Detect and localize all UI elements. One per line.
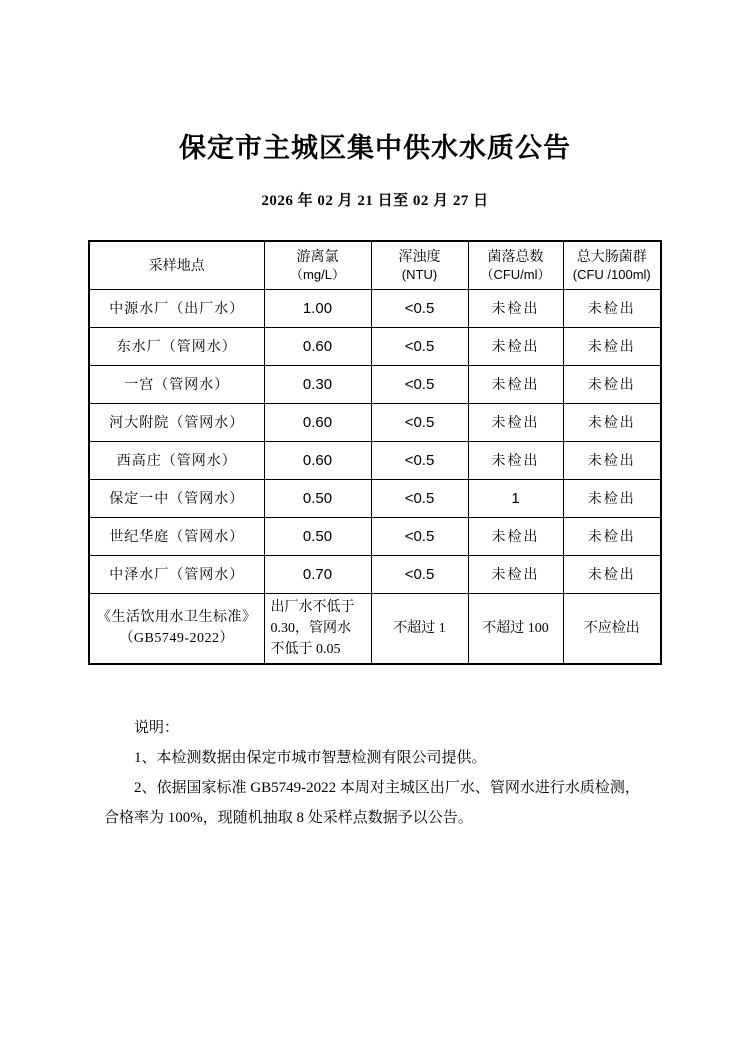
colony-count-cell: 1 [468, 479, 563, 517]
table-row [89, 479, 661, 517]
sample-site-cell: 一宫（管网水） [89, 365, 264, 403]
date-range: 2026 年 02 月 21 日至 02 月 27 日 [261, 193, 489, 209]
column-name: 采样地点 [148, 256, 205, 273]
standard-label-line2: （GB5749-2022） [119, 631, 235, 646]
free-chlorine-cell: 0.60 [264, 327, 371, 365]
column-header-1 [264, 241, 371, 289]
colony-count-cell: 未检出 [468, 441, 563, 479]
table-row [89, 289, 661, 327]
standard-label-line1: 《生活饮用水卫生标准》 [97, 610, 257, 625]
column-name: 游离氯 [296, 248, 339, 265]
water-quality-table [88, 240, 662, 665]
turbidity-cell: <0.5 [371, 289, 468, 327]
column-unit: （CFU/ml） [480, 266, 551, 282]
colony-count-cell: 未检出 [468, 555, 563, 593]
table-head [89, 241, 661, 289]
free-chlorine-cell: 0.50 [264, 479, 371, 517]
coliform-cell: 未检出 [563, 479, 661, 517]
table-row [89, 441, 661, 479]
notes-heading: 说明： [134, 719, 180, 736]
note-item: 1、本检测数据由保定市城市智慧检测有限公司提供。 [134, 749, 487, 766]
sample-site-cell: 保定一中（管网水） [89, 479, 264, 517]
column-name: 浑浊度 [398, 248, 441, 265]
turbidity-cell: <0.5 [371, 479, 468, 517]
coliform-cell: 未检出 [563, 289, 661, 327]
free-chlorine-cell: 0.30 [264, 365, 371, 403]
sample-site-cell: 中源水厂（出厂水） [89, 289, 264, 327]
turbidity-cell: <0.5 [371, 365, 468, 403]
turbidity-cell: <0.5 [371, 441, 468, 479]
turbidity-cell: <0.5 [371, 555, 468, 593]
turbidity-cell: <0.5 [371, 403, 468, 441]
column-header-2 [371, 241, 468, 289]
table-row [89, 327, 661, 365]
free-chlorine-cell: 0.60 [264, 403, 371, 441]
colony-count-limit-cell: 不超过 100 [468, 593, 563, 664]
column-name: 总大肠菌群 [576, 248, 647, 265]
page-title: 保定市主城区集中供水水质公告 [179, 133, 571, 163]
turbidity-limit-cell: 不超过 1 [371, 593, 468, 664]
column-header-3 [468, 241, 563, 289]
standard-row [89, 593, 661, 664]
table-header-row [89, 241, 661, 289]
note-item: 2、依据国家标准 GB5749-2022 本周对主城区出厂水、管网水进行水质检测，合格率为 100%，现随机抽取 8 处采样点数据予以公告。 [104, 779, 640, 826]
column-unit: (CFU /100ml) [572, 266, 651, 282]
table-row [89, 555, 661, 593]
colony-count-cell: 未检出 [468, 289, 563, 327]
column-unit: （mg/L） [290, 266, 345, 282]
colony-count-cell: 未检出 [468, 327, 563, 365]
sample-site-cell: 中泽水厂（管网水） [89, 555, 264, 593]
sample-site-cell: 河大附院（管网水） [89, 403, 264, 441]
standard-label-cell [89, 593, 264, 664]
coliform-cell: 未检出 [563, 555, 661, 593]
free-chlorine-cell: 0.60 [264, 441, 371, 479]
free-chlorine-limit-cell: 出厂水不低于 0.30，管网水不低于 0.05 [264, 593, 371, 664]
coliform-cell: 未检出 [563, 327, 661, 365]
sample-site-cell: 西高庄（管网水） [89, 441, 264, 479]
colony-count-cell: 未检出 [468, 517, 563, 555]
coliform-cell: 未检出 [563, 365, 661, 403]
turbidity-cell: <0.5 [371, 327, 468, 365]
table-row [89, 403, 661, 441]
coliform-cell: 未检出 [563, 517, 661, 555]
free-chlorine-cell: 1.00 [264, 289, 371, 327]
sample-site-cell: 世纪华庭（管网水） [89, 517, 264, 555]
column-name: 菌落总数 [487, 248, 544, 265]
table-body [89, 289, 661, 664]
free-chlorine-cell: 0.70 [264, 555, 371, 593]
turbidity-cell: <0.5 [371, 517, 468, 555]
free-chlorine-cell: 0.50 [264, 517, 371, 555]
notes-section [104, 713, 650, 833]
colony-count-cell: 未检出 [468, 365, 563, 403]
column-header-4 [563, 241, 661, 289]
table-row [89, 365, 661, 403]
colony-count-cell: 未检出 [468, 403, 563, 441]
coliform-limit-cell: 不应检出 [563, 593, 661, 664]
column-header-0 [89, 241, 264, 289]
sample-site-cell: 东水厂（管网水） [89, 327, 264, 365]
coliform-cell: 未检出 [563, 403, 661, 441]
column-unit: (NTU) [401, 266, 438, 282]
table-row [89, 517, 661, 555]
coliform-cell: 未检出 [563, 441, 661, 479]
